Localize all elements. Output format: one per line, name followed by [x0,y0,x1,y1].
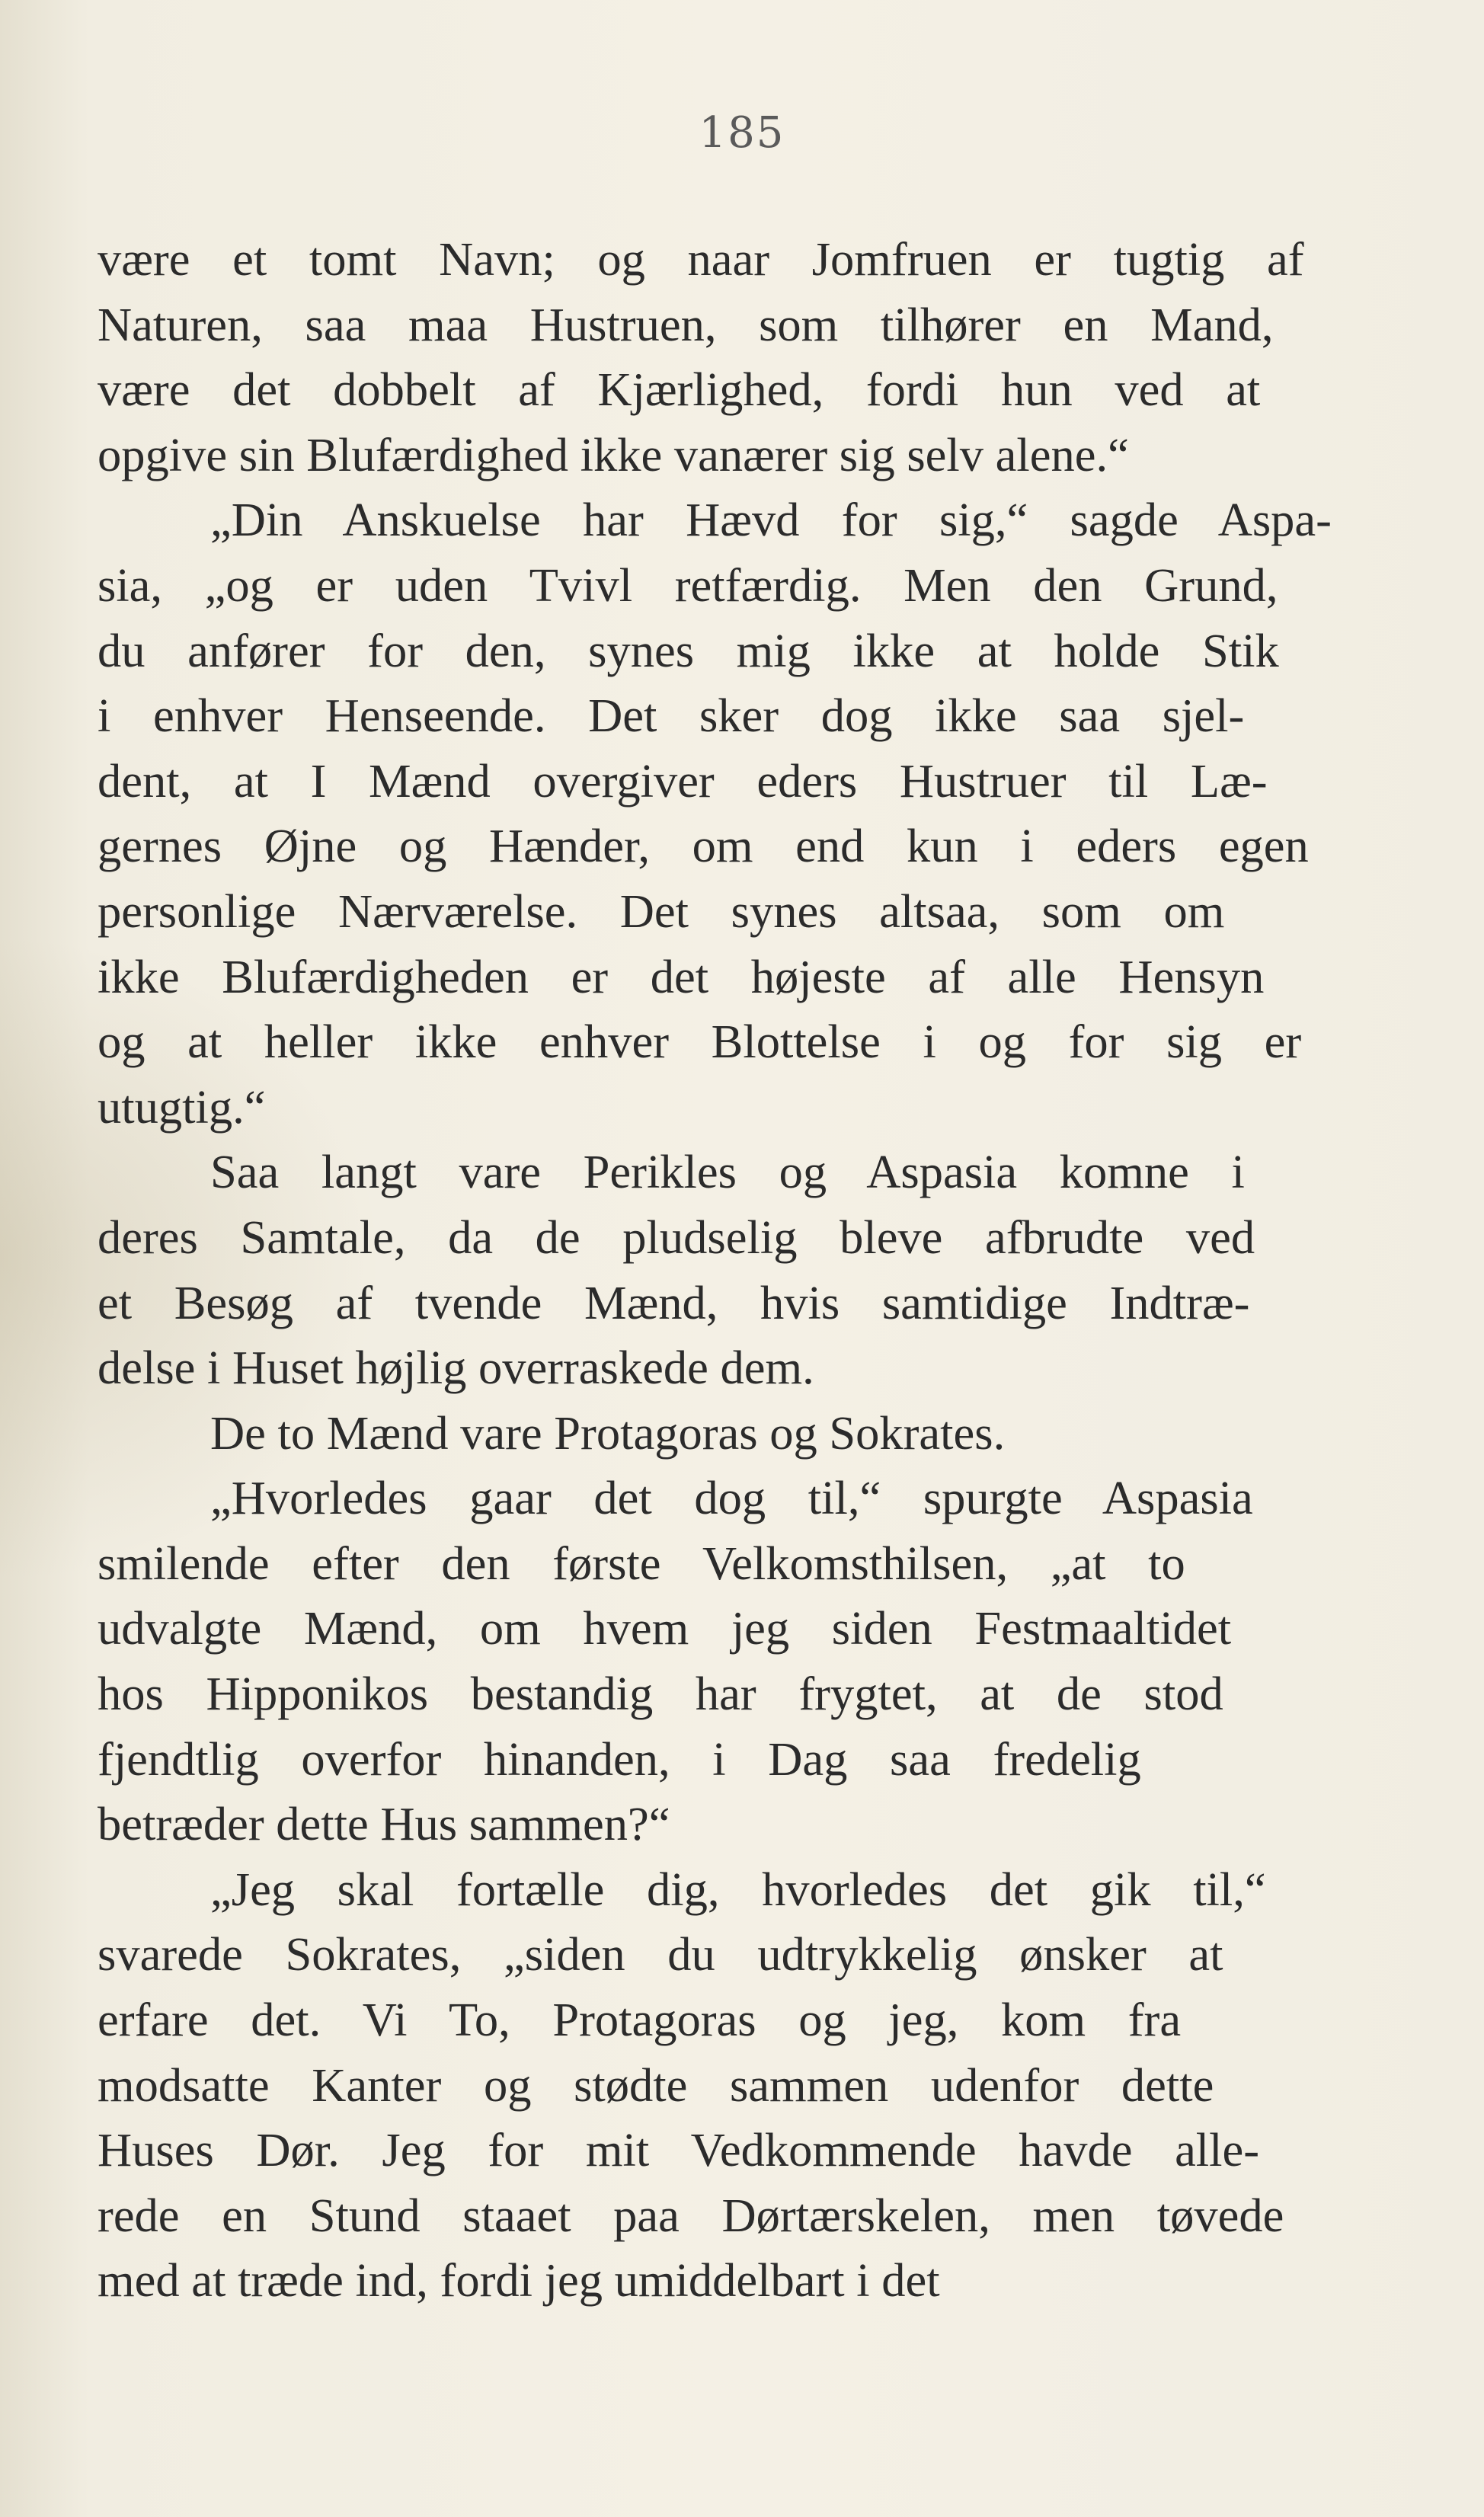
text-line: smilende efter den første Velkomsthilsen, „at to [98,1536,1185,1590]
text-line: De to Mænd vare Protagoras og Sokrates. [210,1406,1006,1460]
text-line: i enhver Henseende. Det sker dog ikke saa sjel- [98,689,1245,743]
text-line: du anfører for den, synes mig ikke at holde Stik [98,623,1279,677]
text-line: utugtig.“ [98,1079,266,1134]
text-line: modsatte Kanter og stødte sammen udenfor dette [98,2058,1214,2112]
text-line: gernes Øjne og Hænder, om end kun i eders egen [98,819,1309,873]
text-line: være et tomt Navn; og naar Jomfruen er tugtig af [98,232,1304,286]
text-line: personlige Nærværelse. Det synes altsaa, som om [98,884,1225,938]
text-line: et Besøg af tvende Mænd, hvis samtidige Indtræ- [98,1275,1250,1329]
text-line: deres Samtale, da de pludselig bleve afbrudte ved [98,1210,1255,1264]
body-text [98,227,1332,2314]
text-line: fjendtlig overfor hinanden, i Dag saa fredelig [98,1732,1141,1786]
text-line: „Hvorledes gaar det dog til,“ spurgte Aspasia [210,1471,1253,1525]
text-line: „Jeg skal fortælle dig, hvorledes det gik til,“ [210,1862,1266,1916]
text-line: opgive sin Blufærdighed ikke vanærer sig selv alene.“ [98,427,1129,481]
text-line: betræder dette Hus sammen?“ [98,1797,670,1851]
text-line: sia, „og er uden Tvivl retfærdig. Men den Grund, [98,558,1278,612]
text-line: være det dobbelt af Kjærlighed, fordi hun ved at [98,363,1261,417]
text-line: Huses Dør. Jeg for mit Vedkommende havde alle- [98,2123,1260,2177]
text-line: og at heller ikke enhver Blottelse i og for sig er [98,1015,1302,1069]
text-line: svarede Sokrates, „siden du udtrykkelig ønsker at [98,1927,1223,1981]
text-line: Naturen, saa maa Hustruen, som tilhører en Mand, [98,297,1274,351]
text-line: rede en Stund staaet paa Dørtærskelen, men tøvede [98,2188,1284,2242]
text-line: erfare det. Vi To, Protagoras og jeg, kom fra [98,1993,1182,2047]
text-line: delse i Huset højlig overraskede dem. [98,1341,814,1395]
text-line: med at træde ind, fordi jeg umiddelbart i det [98,2253,940,2308]
text-line: dent, at I Mænd overgiver eders Hustruer til Læ- [98,753,1268,808]
text-line: Saa langt vare Perikles og Aspasia komne i [210,1145,1245,1199]
text-line: ikke Blufærdigheden er det højeste af alle Hensyn [98,949,1265,1003]
page-number: 185 [699,108,785,158]
text-line: hos Hipponikos bestandig har frygtet, at de stod [98,1667,1223,1721]
text-line: udvalgte Mænd, om hvem jeg siden Festmaaltidet [98,1601,1232,1655]
text-line: „Din Anskuelse har Hævd for sig,“ sagde Aspa- [210,493,1332,547]
